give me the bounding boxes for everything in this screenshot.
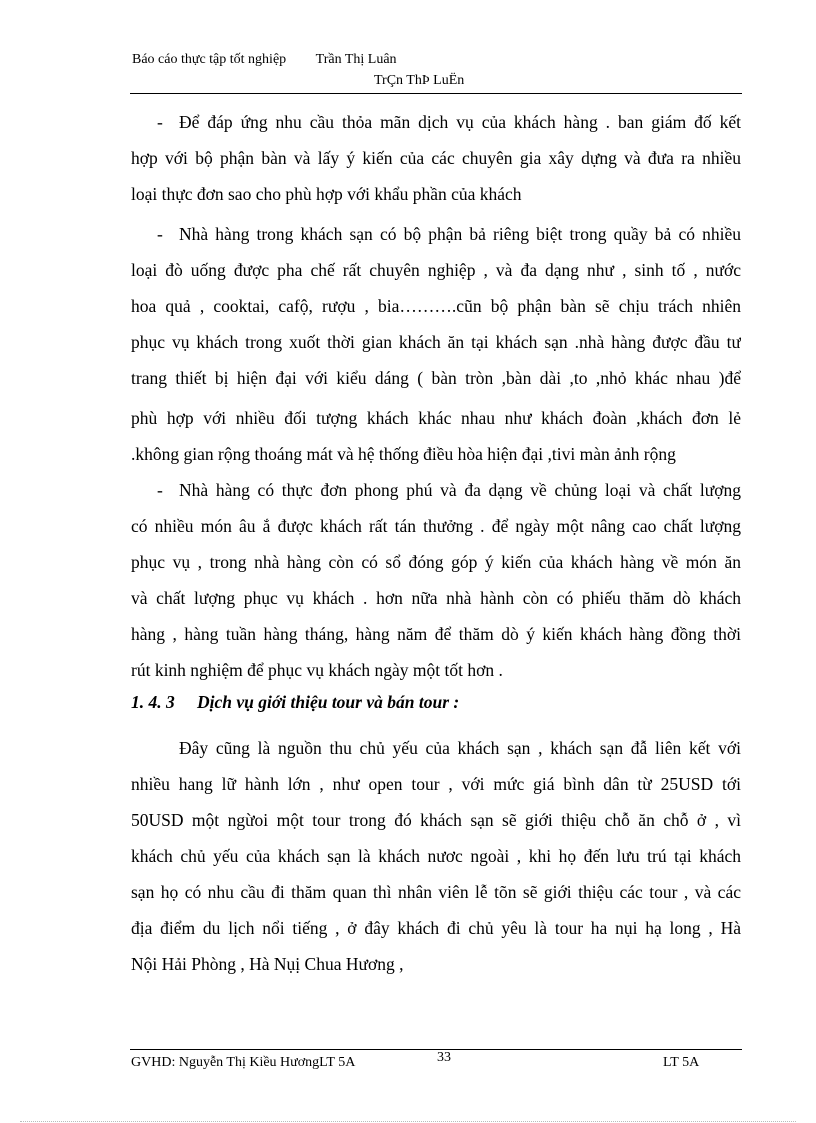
paragraph-line: loại đò uống được pha chế rất chuyên nghiệp , và đa dạng như , sinh tố , nước	[131, 260, 741, 280]
paragraph-line: và chất lượng phục vụ khách . hơn nữa nhà hành còn có phiếu thăm dò khách	[131, 588, 741, 608]
footer-supervisor: GVHD: Nguyễn Thị Kiều HươngLT 5A	[131, 1055, 356, 1070]
paragraph-line: phục vụ khách trong xuốt thời gian khách ăn tại khách sạn .nhà hàng được đầu tư	[131, 332, 741, 352]
bullet-paragraph-2	[131, 216, 741, 472]
paragraph-line: hoa quả , cooktai, cafộ, rượu , bia……….cũn bộ phận bàn sẽ chịu trách nhiên	[131, 296, 741, 316]
footer-class-code: LT 5A	[663, 1055, 700, 1070]
author-name-garbled: TrÇn ThÞ LuËn	[374, 73, 465, 88]
page-number: 33	[437, 1050, 451, 1065]
body-paragraph	[131, 730, 741, 982]
paragraph-line: - Nhà hàng trong khách sạn có bộ phận bả riêng biệt trong quầy bả có nhiều	[131, 216, 741, 252]
bullet-dash: -	[157, 480, 163, 500]
paragraph-line: có nhiều món âu ắ được khách rất tán thưởng . để ngày một nâng cao chất lượng	[131, 516, 741, 536]
section-heading	[131, 692, 459, 713]
paragraph-line: - Để đáp ứng nhu cầu thỏa mãn dịch vụ của khách hàng . ban giám đố kết	[131, 104, 741, 140]
paragraph-line: hợp với bộ phận bàn và lấy ý kiến của các chuyên gia xây dựng và đưa ra nhiều	[131, 148, 741, 168]
paragraph-line: nhiều hang lữ hành lớn , như open tour , với mức giá bình dân từ 25USD tới	[131, 774, 741, 794]
paragraph-line: sạn họ có nhu cầu đi thăm quan thì nhân viên lễ tõn sẽ giới thiệu các tour , và các	[131, 882, 741, 902]
bullet-paragraph-3	[131, 472, 741, 688]
paragraph-line: Đây cũng là nguồn thu chủ yếu của khách sạn , khách sạn đẫ liên kết với	[179, 738, 741, 758]
paragraph-line: 50USD một ngừoi một tour trong đó khách sạn sẽ giới thiệu chỗ ăn chỗ ở , vì	[131, 810, 741, 830]
page-header	[132, 52, 397, 68]
author-name: Trần Thị Luân	[315, 52, 397, 67]
paragraph-line: phù hợp với nhiều đối tượng khách khác nhau như khách đoàn ,khách đơn lẻ	[131, 408, 741, 428]
report-title: Báo cáo thực tập tốt nghiệp	[132, 52, 287, 67]
paragraph-line: Nội Hải Phòng , Hà Nụị Chua Hương ,	[131, 954, 404, 974]
paragraph-line: - Nhà hàng có thực đơn phong phú và đa dạng về chủng loại và chất lượng	[131, 472, 741, 508]
header-rule	[130, 93, 742, 94]
paragraph-line: .không gian rộng thoáng mát và hệ thống điều hòa hiện đại ,tivi màn ảnh rộng	[131, 444, 676, 464]
paragraph-line: trang thiết bị hiện đại với kiểu dáng ( bàn tròn ,bàn dài ,to ,nhỏ khác nhau )để	[131, 368, 741, 388]
paragraph-line: loại thực đơn sao cho phù hợp với khẩu phần của khách	[131, 184, 522, 204]
paragraph-line: hàng , hàng tuần hàng tháng, hàng năm để thăm dò ý kiến khách hàng đồng thời	[131, 624, 741, 644]
bullet-dash: -	[157, 112, 163, 132]
page-bottom-dotted-border	[20, 1121, 796, 1122]
bullet-dash: -	[157, 224, 163, 244]
section-number: 1. 4. 3	[131, 692, 175, 712]
paragraph-line: địa điểm du lịch nổi tiếng , ở đây khách đi chủ yêu là tour ha nụi hạ long , Hà	[131, 918, 741, 938]
footer-rule	[130, 1049, 742, 1050]
paragraph-line: phục vụ , trong nhà hàng còn có sổ đóng góp ý kiến của khách hàng về món ăn	[131, 552, 741, 572]
paragraph-line: khách chủ yếu của khách sạn là khách nươc ngoài , khi họ đến lưu trú tại khách	[131, 846, 741, 866]
bullet-paragraph-1	[131, 104, 741, 212]
section-title: Dịch vụ giới thiệu tour và bán tour :	[197, 692, 460, 712]
paragraph-line: rút kinh nghiệm để phục vụ khách ngày một tốt hơn .	[131, 660, 503, 680]
